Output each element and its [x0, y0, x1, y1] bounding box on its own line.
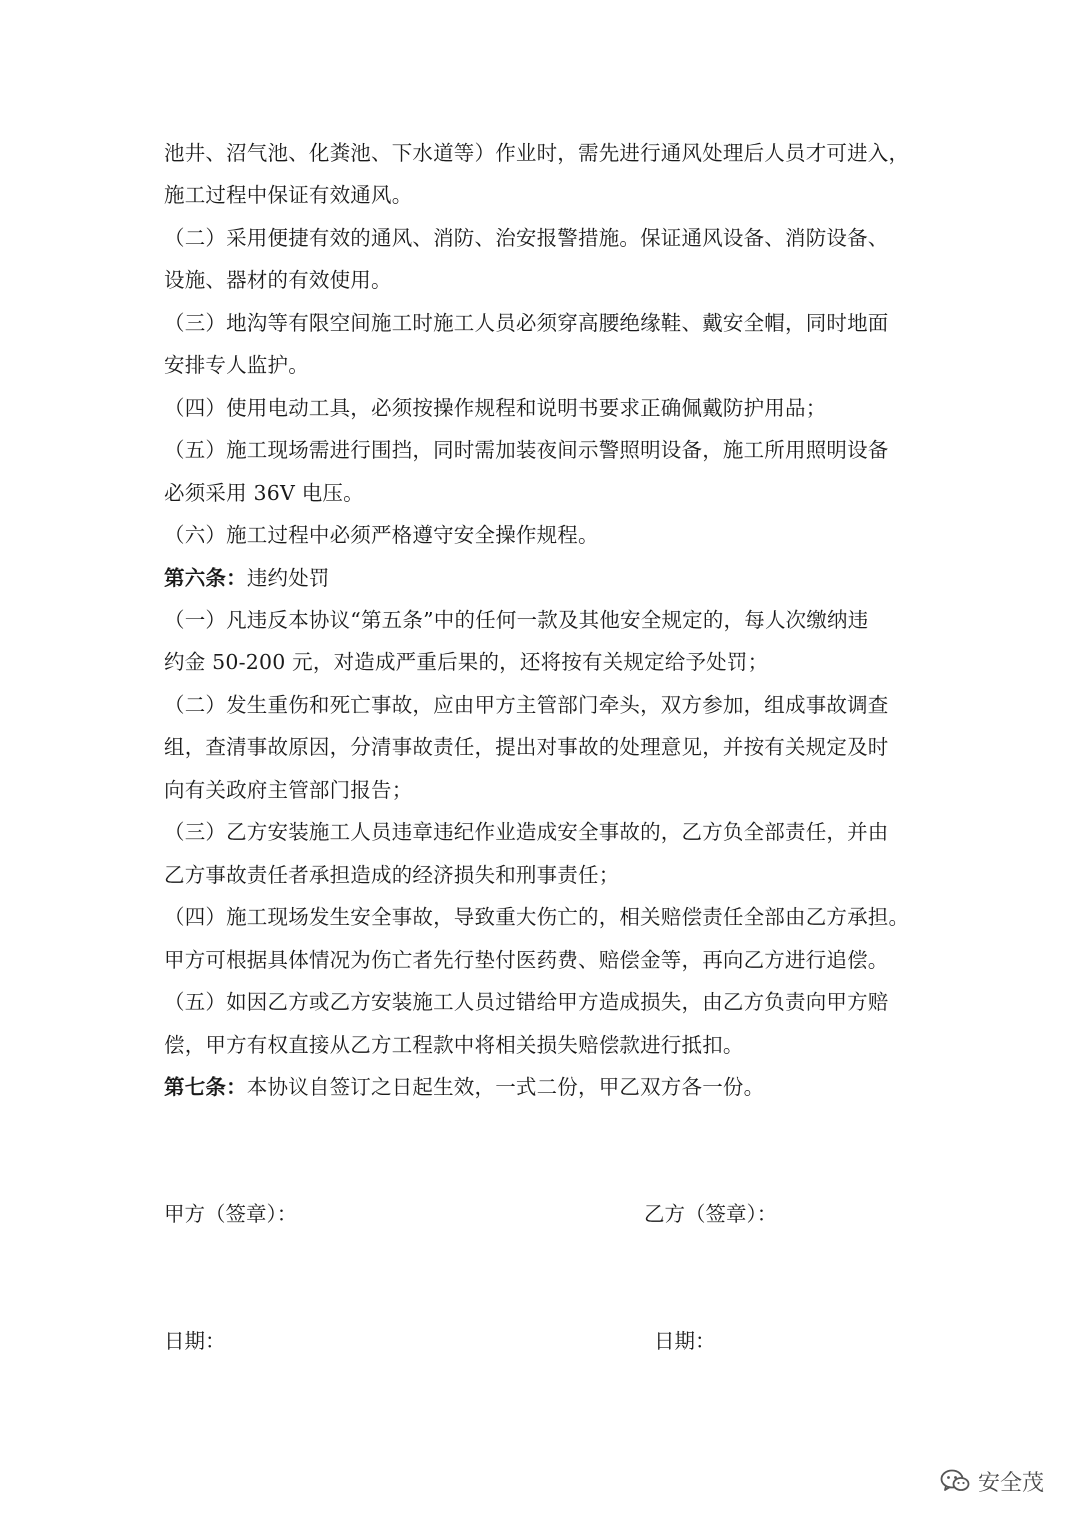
text-line: （四）使用电动工具，必须按操作规程和说明书要求正确佩戴防护用品；: [164, 396, 827, 420]
text-line: 向有关政府主管部门报告；: [164, 778, 413, 802]
text-line: 施工过程中保证有效通风。: [164, 183, 413, 207]
party-a-date-label: 日期：: [164, 1329, 226, 1353]
text-line: 偿，甲方有权直接从乙方工程款中将相关损失赔偿款进行抵扣。: [164, 1033, 744, 1057]
watermark: [940, 1464, 1044, 1498]
article-6-heading: 第六条：: [164, 566, 247, 590]
article-7: [164, 1074, 924, 1100]
text-line: 安排专人监护。: [164, 353, 309, 377]
text-line: （二）发生重伤和死亡事故，应由甲方主管部门牵头，双方参加，组成事故调查: [164, 693, 889, 717]
text-line: （五）施工现场需进行围挡，同时需加装夜间示警照明设备，施工所用照明设备: [164, 438, 889, 462]
watermark-text: 安全茂: [977, 1470, 1044, 1496]
text-line: （一）凡违反本协议“第五条”中的任何一款及其他安全规定的，每人次缴纳违: [164, 608, 869, 632]
wechat-icon: [940, 1468, 970, 1494]
text-line: 乙方事故责任者承担造成的经济损失和刑事责任；: [164, 863, 620, 887]
text-line: 组，查清事故原因，分清事故责任，提出对事故的处理意见，并按有关规定及时: [164, 735, 889, 759]
text-line: （三）地沟等有限空间施工时施工人员必须穿高腰绝缘鞋、戴安全帽，同时地面: [164, 311, 889, 335]
party-b-signature-label: 乙方（签章）：: [644, 1202, 778, 1226]
article-7-heading: 第七条：: [164, 1075, 247, 1099]
text-line: 设施、器材的有效使用。: [164, 268, 392, 292]
text-line: （三）乙方安装施工人员违章违纪作业造成安全事故的，乙方负全部责任，并由: [164, 820, 889, 844]
text-line: 约金 50-200 元，对造成严重后果的，还将按有关规定给予处罚；: [164, 650, 769, 674]
text-line: 必须采用 36V 电压。: [164, 481, 364, 505]
text-line: （四）施工现场发生安全事故，导致重大伤亡的，相关赔偿责任全部由乙方承担。: [164, 905, 910, 929]
text-line: 甲方可根据具体情况为伤亡者先行垫付医药费、赔偿金等，再向乙方进行追偿。: [164, 948, 889, 972]
text-line: （五）如因乙方或乙方安装施工人员过错给甲方造成损失，由乙方负责向甲方赔: [164, 990, 889, 1014]
text-line: 池井、沼气池、化粪池、下水道等）作业时，需先进行通风处理后人员才可进入，: [164, 141, 910, 165]
party-b-date-label: 日期：: [654, 1329, 716, 1353]
article-6-text: 违约处罚: [246, 566, 330, 590]
article-7-text: 本协议自签订之日起生效，一式二份，甲乙双方各一份。: [246, 1075, 765, 1099]
text-line: （二）采用便捷有效的通风、消防、治安报警措施。保证通风设备、消防设备、: [164, 226, 889, 250]
party-a-signature-label: 甲方（签章）：: [164, 1202, 298, 1226]
text-line: （六）施工过程中必须严格遵守安全操作规程。: [164, 523, 599, 547]
article-6-title: [164, 565, 924, 591]
